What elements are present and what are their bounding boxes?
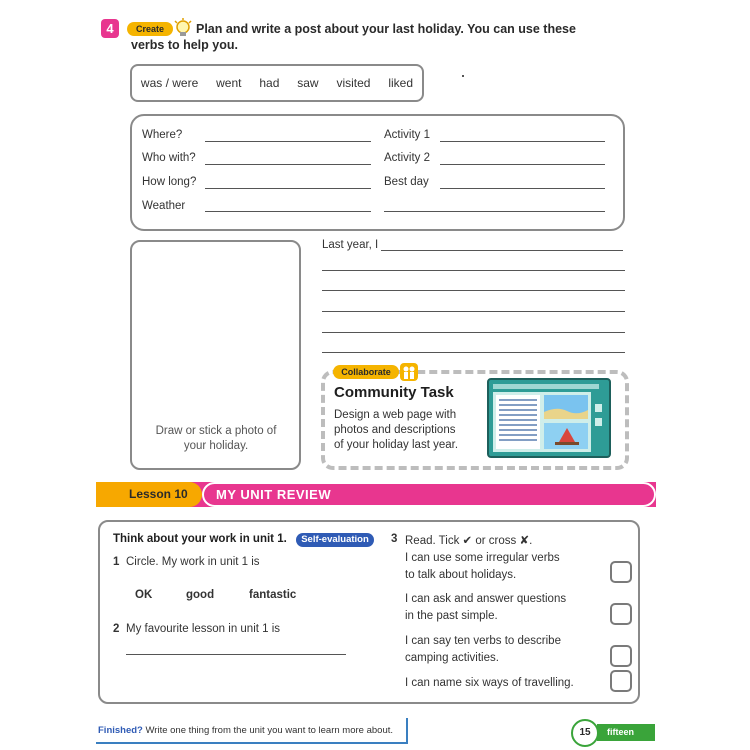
label-who-with: Who with? bbox=[142, 152, 196, 164]
lightbulb-icon bbox=[172, 17, 194, 39]
task-instruction: Plan and write a post about your last holiday. You can use these bbox=[196, 22, 576, 36]
question-number: 3 bbox=[391, 533, 398, 545]
verb-word: was / were bbox=[140, 76, 199, 90]
label-how-long: How long? bbox=[142, 176, 197, 188]
review-heading: Think about your work in unit 1. bbox=[113, 533, 287, 545]
answer-line[interactable] bbox=[205, 211, 371, 212]
writing-start: Last year, I bbox=[322, 239, 379, 251]
self-evaluation-badge: Self-evaluation bbox=[296, 533, 374, 547]
create-label: Create bbox=[127, 22, 173, 36]
statement-2: I can ask and answer questions in the past simple. bbox=[405, 593, 567, 622]
question-number: 1 bbox=[113, 556, 120, 568]
lesson-tab: Lesson 10 bbox=[96, 482, 202, 507]
finished-prompt bbox=[98, 725, 393, 736]
option-good[interactable]: good bbox=[186, 589, 215, 601]
verb-bank bbox=[130, 64, 424, 102]
statement-4: I can name six ways of travelling. bbox=[405, 677, 574, 689]
answer-line[interactable] bbox=[440, 141, 605, 142]
option-fantastic[interactable]: fantastic bbox=[249, 589, 297, 601]
statement-1: I can use some irregular verbs to talk about holidays. bbox=[405, 552, 560, 581]
page-number: 15 bbox=[571, 719, 599, 747]
writing-line[interactable] bbox=[322, 332, 625, 333]
footer-rule bbox=[96, 742, 406, 744]
answer-line[interactable] bbox=[440, 188, 605, 189]
tick-box[interactable] bbox=[610, 561, 632, 583]
answer-line[interactable] bbox=[205, 188, 371, 189]
collaborate-label: Collaborate bbox=[333, 365, 399, 379]
statement-3: I can say ten verbs to describe camping activities. bbox=[405, 635, 561, 664]
writing-line[interactable] bbox=[322, 352, 625, 353]
question-3-text: Read. Tick ✔ or cross ✘. bbox=[405, 535, 533, 547]
people-icon bbox=[399, 362, 419, 382]
finished-text: Write one thing from the unit you want to learn more about. bbox=[145, 725, 394, 736]
community-task-title: Community Task bbox=[334, 384, 454, 401]
web-page-illustration bbox=[487, 378, 611, 458]
option-ok[interactable]: OK bbox=[135, 589, 153, 601]
photo-caption: Draw or stick a photo of your holiday. bbox=[155, 425, 277, 452]
community-task-description: Design a web page with photos and descriptions of your holiday last year. bbox=[334, 409, 459, 451]
writing-line[interactable] bbox=[322, 290, 625, 291]
tick-box[interactable] bbox=[610, 645, 632, 667]
writing-line[interactable] bbox=[322, 311, 625, 312]
question-2-text: My favourite lesson in unit 1 is bbox=[126, 623, 281, 635]
writing-line[interactable] bbox=[322, 270, 625, 271]
footer-rule-edge bbox=[406, 718, 408, 744]
stray-dot bbox=[462, 75, 464, 77]
verb-word: saw bbox=[297, 76, 319, 90]
verb-word: liked bbox=[388, 76, 414, 90]
label-best-day: Best day bbox=[384, 176, 429, 188]
label-activity-2: Activity 2 bbox=[384, 152, 431, 164]
page-word: fifteen bbox=[597, 724, 655, 741]
task-number-badge: 4 bbox=[101, 19, 119, 38]
question-number: 2 bbox=[113, 623, 120, 635]
verb-word: went bbox=[216, 76, 242, 90]
verb-word: had bbox=[259, 76, 280, 90]
answer-line[interactable] bbox=[126, 654, 346, 655]
planning-form bbox=[130, 114, 625, 231]
answer-line[interactable] bbox=[384, 211, 605, 212]
answer-line[interactable] bbox=[205, 164, 371, 165]
tick-box[interactable] bbox=[610, 603, 632, 625]
answer-line[interactable] bbox=[440, 164, 605, 165]
label-where: Where? bbox=[142, 129, 183, 141]
answer-line[interactable] bbox=[205, 141, 371, 142]
label-weather: Weather bbox=[142, 200, 186, 212]
question-1-text: Circle. My work in unit 1 is bbox=[126, 556, 260, 568]
unit-review-title: MY UNIT REVIEW bbox=[202, 482, 656, 507]
task-instruction-line2: verbs to help you. bbox=[131, 38, 238, 52]
label-activity-1: Activity 1 bbox=[384, 129, 431, 141]
verb-word: visited bbox=[336, 76, 371, 90]
tick-box[interactable] bbox=[610, 670, 632, 692]
finished-label: Finished? bbox=[98, 725, 143, 736]
writing-line[interactable] bbox=[381, 250, 623, 251]
